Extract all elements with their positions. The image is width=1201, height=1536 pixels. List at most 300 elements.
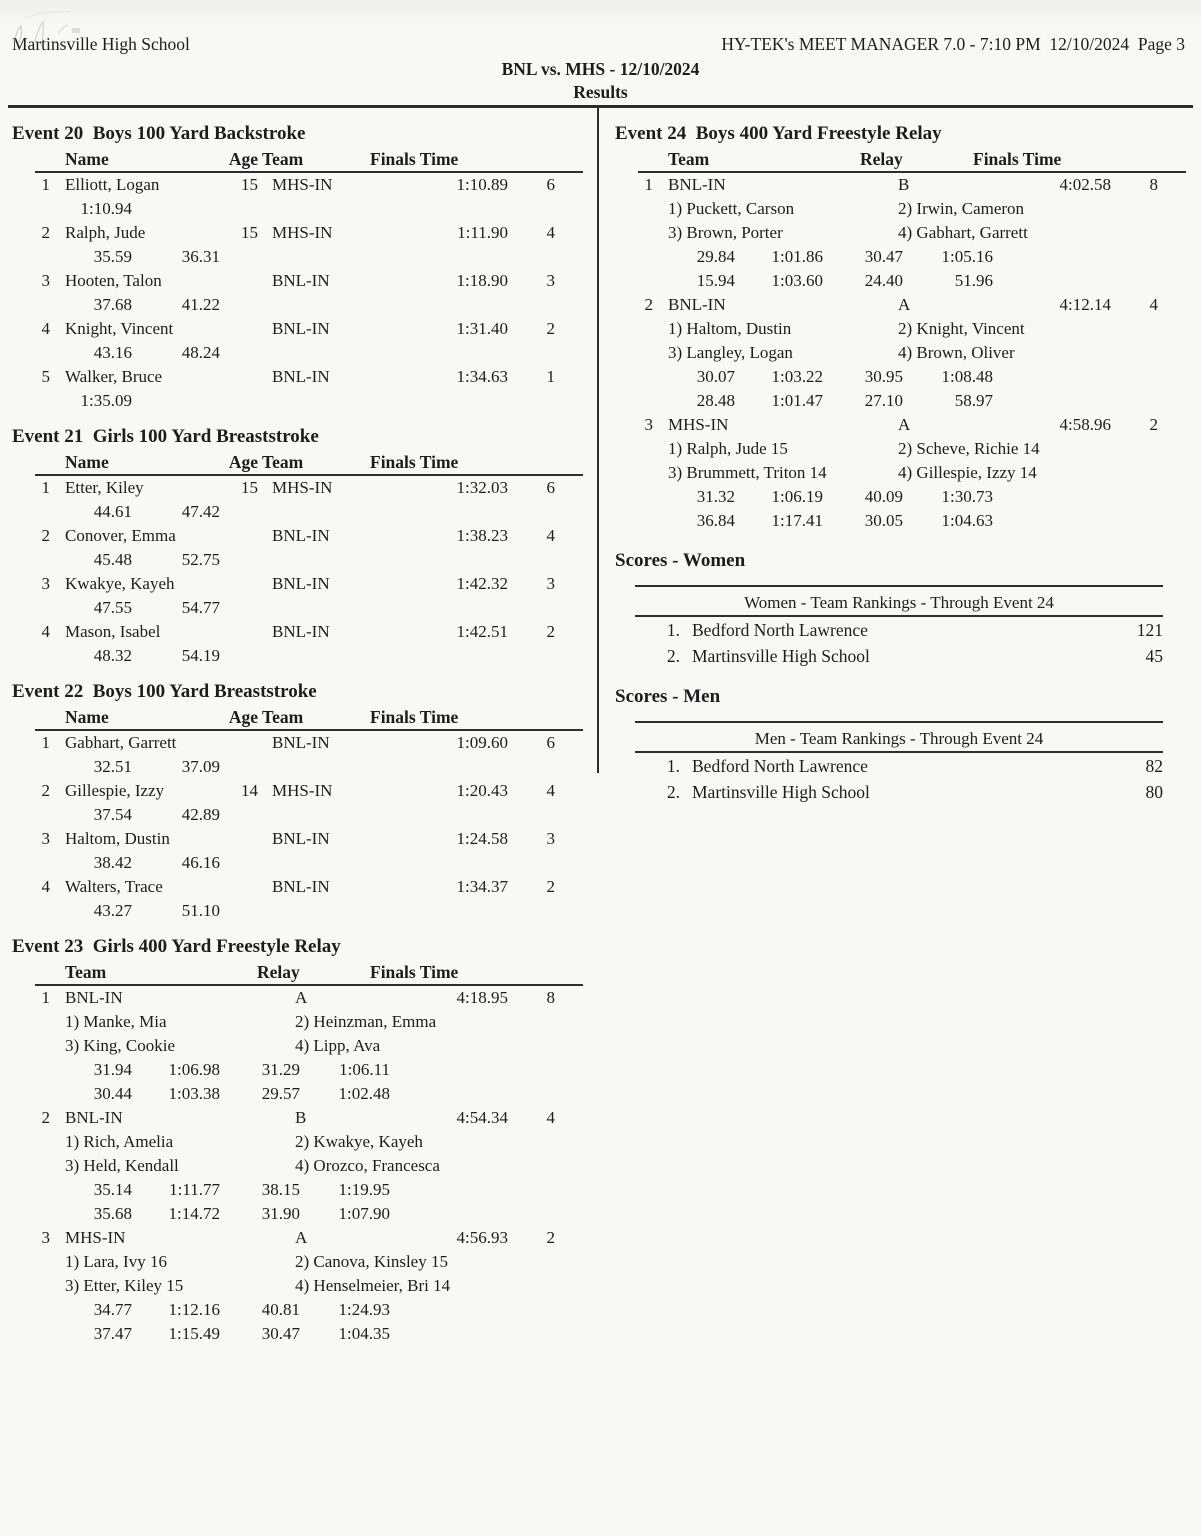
split-time: 51.96 [954, 271, 993, 290]
split-times-row [12, 1178, 586, 1202]
split-times-row [615, 245, 1189, 269]
split-time: 1:35.09 [80, 391, 132, 410]
split-time: 41.22 [181, 295, 220, 314]
split-times-row [615, 269, 1189, 293]
split-time [220, 341, 300, 365]
relay-team-name: MHS-IN [65, 1228, 126, 1247]
points: 3 [546, 574, 555, 593]
finals-time: 1:24.58 [456, 829, 508, 848]
result-row [12, 365, 586, 389]
table-header-row [35, 452, 583, 476]
swimmer-age: 15 [241, 478, 258, 497]
split-time: 1:01.47 [771, 391, 823, 410]
split-time: 37.47 [93, 1324, 132, 1343]
split-times-row [615, 365, 1189, 389]
place: 3 [644, 415, 653, 434]
split-time: 37.68 [93, 295, 132, 314]
relay-swimmer: 4) Lipp, Ava [295, 1036, 381, 1055]
swimmer-name: Ralph, Jude [65, 223, 146, 242]
split-time: 46.16 [181, 853, 220, 872]
split-times-row [12, 1082, 586, 1106]
swimmer-name: Knight, Vincent [65, 319, 174, 338]
split-time: 30.95 [864, 367, 903, 386]
ranking-score: 82 [1145, 756, 1163, 776]
split-time: 31.94 [93, 1060, 132, 1079]
split-time [300, 245, 390, 269]
split-time: 48.32 [93, 646, 132, 665]
name-age-cell [50, 827, 258, 851]
split-times-row [615, 485, 1189, 509]
split-time: 38.15 [261, 1180, 300, 1199]
split-time: 27.10 [864, 391, 903, 410]
ranking-team: Bedford North Lawrence [692, 620, 868, 640]
finals-time: 1:34.63 [456, 367, 508, 386]
split-time [300, 596, 390, 620]
ranking-score: 121 [1136, 620, 1163, 640]
finals-time: 4:12.14 [1059, 295, 1111, 314]
relay-swimmer: 2) Scheve, Richie 14 [898, 439, 1040, 458]
split-times-row [12, 500, 586, 524]
relay-swimmers-row [12, 1130, 586, 1154]
name-age-header-cell [35, 149, 258, 170]
split-time: 1:04.63 [941, 511, 993, 530]
split-time [300, 755, 390, 779]
scores-section [615, 685, 1189, 805]
result-row [12, 173, 586, 197]
ranking-score: 45 [1145, 646, 1163, 666]
split-time: 52.75 [181, 550, 220, 569]
team-name: BNL-IN [272, 622, 330, 641]
split-time [300, 341, 390, 365]
ranking-place: 2. [666, 782, 680, 802]
split-time: 30.47 [261, 1324, 300, 1343]
team-name: BNL-IN [272, 271, 330, 290]
left-column [12, 110, 586, 1352]
split-time: 32.51 [93, 757, 132, 776]
split-time: 36.84 [696, 511, 735, 530]
col-header-finals: Finals Time [370, 149, 459, 169]
relay-swimmers-row [12, 1274, 586, 1298]
split-time: 1:02.48 [338, 1084, 390, 1103]
col-header-age: Age [228, 149, 258, 169]
result-row [12, 731, 586, 755]
col-header-finals: Finals Time [973, 149, 1062, 169]
split-time: 38.42 [93, 853, 132, 872]
split-time [220, 644, 300, 668]
split-time: 36.31 [181, 247, 220, 266]
points: 1 [546, 367, 555, 386]
event-title: Event 22 Boys 100 Yard Breaststroke [12, 681, 317, 702]
finals-time: 1:34.37 [456, 877, 508, 896]
split-time [220, 500, 300, 524]
ranking-team: Bedford North Lawrence [692, 756, 868, 776]
name-age-cell [50, 524, 258, 548]
col-header-name: Name [65, 149, 109, 169]
split-time: 1:24.93 [338, 1300, 390, 1319]
ranking-place: 1. [666, 620, 680, 640]
scores-title: Scores - Men [615, 686, 721, 707]
split-time: 1:05.16 [941, 247, 993, 266]
header-top-row [0, 33, 1201, 56]
split-time: 1:08.48 [941, 367, 993, 386]
relay-swimmer: 3) Brummett, Triton 14 [668, 463, 827, 482]
relay-team-name: BNL-IN [668, 175, 726, 194]
name-age-cell [50, 317, 258, 341]
relay-swimmers-row [615, 461, 1189, 485]
split-time: 34.77 [93, 1300, 132, 1319]
swimmer-name: Walters, Trace [65, 877, 163, 896]
points: 4 [546, 1108, 555, 1127]
result-row [12, 620, 586, 644]
place: 4 [41, 319, 50, 338]
relay-swimmers-row [12, 1250, 586, 1274]
points: 6 [546, 478, 555, 497]
split-times-row [12, 899, 586, 923]
split-time: 35.68 [93, 1204, 132, 1223]
name-age-header-cell [35, 452, 258, 473]
table-header-row [35, 149, 583, 173]
relay-designator: A [898, 295, 911, 314]
finals-time: 4:56.93 [456, 1228, 508, 1247]
relay-team-name: MHS-IN [668, 415, 729, 434]
place: 1 [41, 478, 50, 497]
split-time [220, 803, 300, 827]
name-age-cell [50, 620, 258, 644]
points: 2 [546, 1228, 555, 1247]
split-times-row [12, 803, 586, 827]
split-time: 1:15.49 [168, 1324, 220, 1343]
split-time [300, 803, 390, 827]
event-section [615, 122, 1189, 533]
col-header-relay: Relay [860, 149, 903, 169]
team-name: MHS-IN [272, 223, 333, 242]
page-header [0, 0, 1201, 104]
split-time [220, 851, 300, 875]
split-time [220, 548, 300, 572]
split-time: 28.48 [696, 391, 735, 410]
col-header-finals: Finals Time [370, 962, 459, 982]
split-times-row [12, 644, 586, 668]
relay-team-name: BNL-IN [668, 295, 726, 314]
points: 8 [1149, 175, 1158, 194]
split-time: 54.19 [181, 646, 220, 665]
relay-swimmer: 3) King, Cookie [65, 1036, 176, 1055]
split-time [300, 851, 390, 875]
relay-swimmers-row [615, 437, 1189, 461]
rankings-table-title: Men - Team Rankings - Through Event 24 [635, 728, 1163, 753]
relay-team-name: BNL-IN [65, 1108, 123, 1127]
split-time: 31.29 [261, 1060, 300, 1079]
relay-team-name: BNL-IN [65, 988, 123, 1007]
header-rule [8, 105, 1193, 108]
event-title: Event 24 Boys 400 Yard Freestyle Relay [615, 123, 942, 144]
relay-swimmer: 2) Heinzman, Emma [295, 1012, 437, 1031]
points: 2 [1149, 415, 1158, 434]
ranking-team: Martinsville High School [692, 782, 870, 802]
points: 3 [546, 271, 555, 290]
split-time [300, 644, 390, 668]
ranking-row [635, 753, 1163, 779]
col-header-team: Team [668, 149, 710, 169]
split-time: 1:14.72 [168, 1204, 220, 1223]
relay-swimmer: 4) Henselmeier, Bri 14 [295, 1276, 451, 1295]
split-time: 1:06.11 [339, 1060, 390, 1079]
swimmer-name: Gabhart, Garrett [65, 733, 177, 752]
split-times-row [12, 548, 586, 572]
split-time: 1:07.90 [338, 1204, 390, 1223]
split-time [300, 389, 390, 413]
place: 2 [41, 223, 50, 242]
place: 3 [41, 1228, 50, 1247]
col-header-team: Team [65, 962, 107, 982]
relay-swimmers-row [12, 1010, 586, 1034]
points: 4 [546, 223, 555, 242]
points: 2 [546, 877, 555, 896]
team-name: BNL-IN [272, 319, 330, 338]
team-name: BNL-IN [272, 526, 330, 545]
split-time: 1:03.38 [168, 1084, 220, 1103]
split-time: 1:17.41 [771, 511, 823, 530]
relay-swimmer: 2) Kwakye, Kayeh [295, 1132, 423, 1151]
relay-swimmers-row [12, 1154, 586, 1178]
split-times-row [12, 245, 586, 269]
relay-swimmers-row [615, 341, 1189, 365]
split-time [220, 596, 300, 620]
col-header-team: Team [262, 452, 304, 472]
name-age-cell [50, 221, 258, 245]
split-times-row [12, 596, 586, 620]
result-row [12, 827, 586, 851]
place: 2 [41, 781, 50, 800]
right-column [615, 110, 1189, 805]
relay-swimmer: 4) Gabhart, Garrett [898, 223, 1028, 242]
split-times-row [615, 509, 1189, 533]
finals-time: 1:11.90 [457, 223, 508, 242]
result-row [12, 524, 586, 548]
split-time: 40.81 [261, 1300, 300, 1319]
relay-designator: B [898, 175, 910, 194]
relay-swimmer: 1) Lara, Ivy 16 [65, 1252, 167, 1271]
relay-swimmers-row [615, 221, 1189, 245]
finals-time: 1:32.03 [456, 478, 508, 497]
split-time [300, 500, 390, 524]
name-age-cell [50, 731, 258, 755]
split-time [220, 245, 300, 269]
result-row [12, 221, 586, 245]
name-age-cell [50, 173, 258, 197]
split-times-row [12, 341, 586, 365]
split-time: 51.10 [181, 901, 220, 920]
swimmer-name: Elliott, Logan [65, 175, 160, 194]
points: 6 [546, 733, 555, 752]
col-header-age: Age [228, 707, 258, 727]
points: 2 [546, 319, 555, 338]
split-times-row [12, 1058, 586, 1082]
split-time: 54.77 [181, 598, 220, 617]
split-time: 30.07 [696, 367, 735, 386]
finals-time: 1:42.51 [456, 622, 508, 641]
event-section [12, 935, 586, 1346]
place: 1 [41, 733, 50, 752]
split-time: 47.55 [93, 598, 132, 617]
place: 3 [41, 829, 50, 848]
finals-time: 4:58.96 [1059, 415, 1111, 434]
ranking-team: Martinsville High School [692, 646, 870, 666]
col-header-age: Age [228, 452, 258, 472]
col-header-finals: Finals Time [370, 452, 459, 472]
split-times-row [12, 851, 586, 875]
place: 3 [41, 574, 50, 593]
swimmer-name: Kwakye, Kayeh [65, 574, 175, 593]
split-time: 1:30.73 [941, 487, 993, 506]
relay-result-row [12, 986, 586, 1010]
result-row [12, 875, 586, 899]
split-time: 1:06.98 [168, 1060, 220, 1079]
finals-time: 1:42.32 [456, 574, 508, 593]
split-time: 35.59 [93, 247, 132, 266]
relay-swimmer: 1) Puckett, Carson [668, 199, 795, 218]
event-title: Event 21 Girls 100 Yard Breaststroke [12, 426, 319, 447]
split-time [220, 899, 300, 923]
place: 1 [644, 175, 653, 194]
table-header-row [35, 962, 583, 986]
split-time: 37.54 [93, 805, 132, 824]
result-row [12, 779, 586, 803]
split-times-row [615, 389, 1189, 413]
relay-swimmer: 1) Ralph, Jude 15 [668, 439, 788, 458]
result-row [12, 572, 586, 596]
event-section [12, 680, 586, 923]
team-name: BNL-IN [272, 733, 330, 752]
split-time: 58.97 [954, 391, 993, 410]
split-time [132, 389, 220, 413]
relay-swimmer: 1) Manke, Mia [65, 1012, 167, 1031]
team-name: BNL-IN [272, 574, 330, 593]
place: 2 [41, 1108, 50, 1127]
points: 8 [546, 988, 555, 1007]
relay-result-row [615, 293, 1189, 317]
result-row [12, 317, 586, 341]
points: 4 [1149, 295, 1158, 314]
relay-swimmers-row [12, 1034, 586, 1058]
split-time: 45.48 [93, 550, 132, 569]
split-time: 37.09 [181, 757, 220, 776]
split-time: 30.47 [864, 247, 903, 266]
place: 4 [41, 877, 50, 896]
points: 2 [546, 622, 555, 641]
relay-swimmer: 1) Rich, Amelia [65, 1132, 174, 1151]
relay-designator: A [295, 988, 308, 1007]
relay-swimmer: 2) Irwin, Cameron [898, 199, 1025, 218]
ranking-row [635, 643, 1163, 669]
ranking-row [635, 779, 1163, 805]
split-time [300, 197, 390, 221]
name-age-header-cell [35, 707, 258, 728]
relay-swimmer: 4) Brown, Oliver [898, 343, 1015, 362]
ranking-score: 80 [1145, 782, 1163, 802]
split-time: 47.42 [181, 502, 220, 521]
place: 3 [41, 271, 50, 290]
ranking-row [635, 617, 1163, 643]
swimmer-name: Gillespie, Izzy [65, 781, 165, 800]
place: 5 [41, 367, 50, 386]
place: 1 [41, 988, 50, 1007]
points: 4 [546, 781, 555, 800]
report-info: HY-TEK's MEET MANAGER 7.0 - 7:10 PM 12/10/2024 Page 3 [721, 34, 1185, 54]
swimmer-name: Haltom, Dustin [65, 829, 170, 848]
split-time: 1:03.22 [771, 367, 823, 386]
split-time [132, 197, 220, 221]
relay-designator: A [898, 415, 911, 434]
name-age-cell [50, 572, 258, 596]
split-time: 29.57 [261, 1084, 300, 1103]
event-section [12, 425, 586, 668]
swimmer-age: 15 [241, 223, 258, 242]
event-title: Event 20 Boys 100 Yard Backstroke [12, 123, 306, 144]
ranking-place: 1. [666, 756, 680, 776]
team-rankings-table [635, 585, 1163, 669]
finals-time: 1:18.90 [456, 271, 508, 290]
finals-time: 4:18.95 [456, 988, 508, 1007]
split-time: 1:06.19 [771, 487, 823, 506]
col-header-name: Name [65, 707, 109, 727]
place: 4 [41, 622, 50, 641]
relay-swimmer: 4) Gillespie, Izzy 14 [898, 463, 1037, 482]
rankings-table-title: Women - Team Rankings - Through Event 24 [635, 592, 1163, 617]
relay-result-row [615, 413, 1189, 437]
name-age-cell [50, 476, 258, 500]
table-header-row [35, 707, 583, 731]
split-time: 1:19.95 [338, 1180, 390, 1199]
split-time [300, 293, 390, 317]
split-time: 29.84 [696, 247, 735, 266]
finals-time: 1:38.23 [456, 526, 508, 545]
split-time: 44.61 [93, 502, 132, 521]
scores-section [615, 549, 1189, 669]
split-times-row [12, 389, 586, 413]
team-name: MHS-IN [272, 175, 333, 194]
team-name: BNL-IN [272, 367, 330, 386]
result-row [12, 269, 586, 293]
relay-swimmer: 3) Etter, Kiley 15 [65, 1276, 184, 1295]
relay-designator: A [295, 1228, 308, 1247]
team-header-cell [638, 149, 860, 170]
split-times-row [12, 755, 586, 779]
finals-time: 4:02.58 [1059, 175, 1111, 194]
col-header-name: Name [65, 452, 109, 472]
relay-designator: B [295, 1108, 307, 1127]
event-title: Event 23 Girls 400 Yard Freestyle Relay [12, 936, 341, 957]
relay-result-row [615, 173, 1189, 197]
meet-title: BNL vs. MHS - 12/10/2024 [501, 59, 700, 79]
split-time: 15.94 [696, 271, 735, 290]
col-header-team: Team [262, 707, 304, 727]
team-name: MHS-IN [272, 781, 333, 800]
place: 2 [644, 295, 653, 314]
team-name: BNL-IN [272, 877, 330, 896]
school-name: Martinsville High School [12, 34, 190, 54]
relay-swimmer: 3) Held, Kendall [65, 1156, 179, 1175]
swimmer-name: Mason, Isabel [65, 622, 161, 641]
split-time: 24.40 [864, 271, 903, 290]
name-age-cell [50, 779, 258, 803]
finals-time: 1:09.60 [456, 733, 508, 752]
column-divider [597, 107, 599, 773]
result-row [12, 476, 586, 500]
split-times-row [12, 1202, 586, 1226]
split-time [220, 755, 300, 779]
relay-swimmer: 2) Knight, Vincent [898, 319, 1025, 338]
